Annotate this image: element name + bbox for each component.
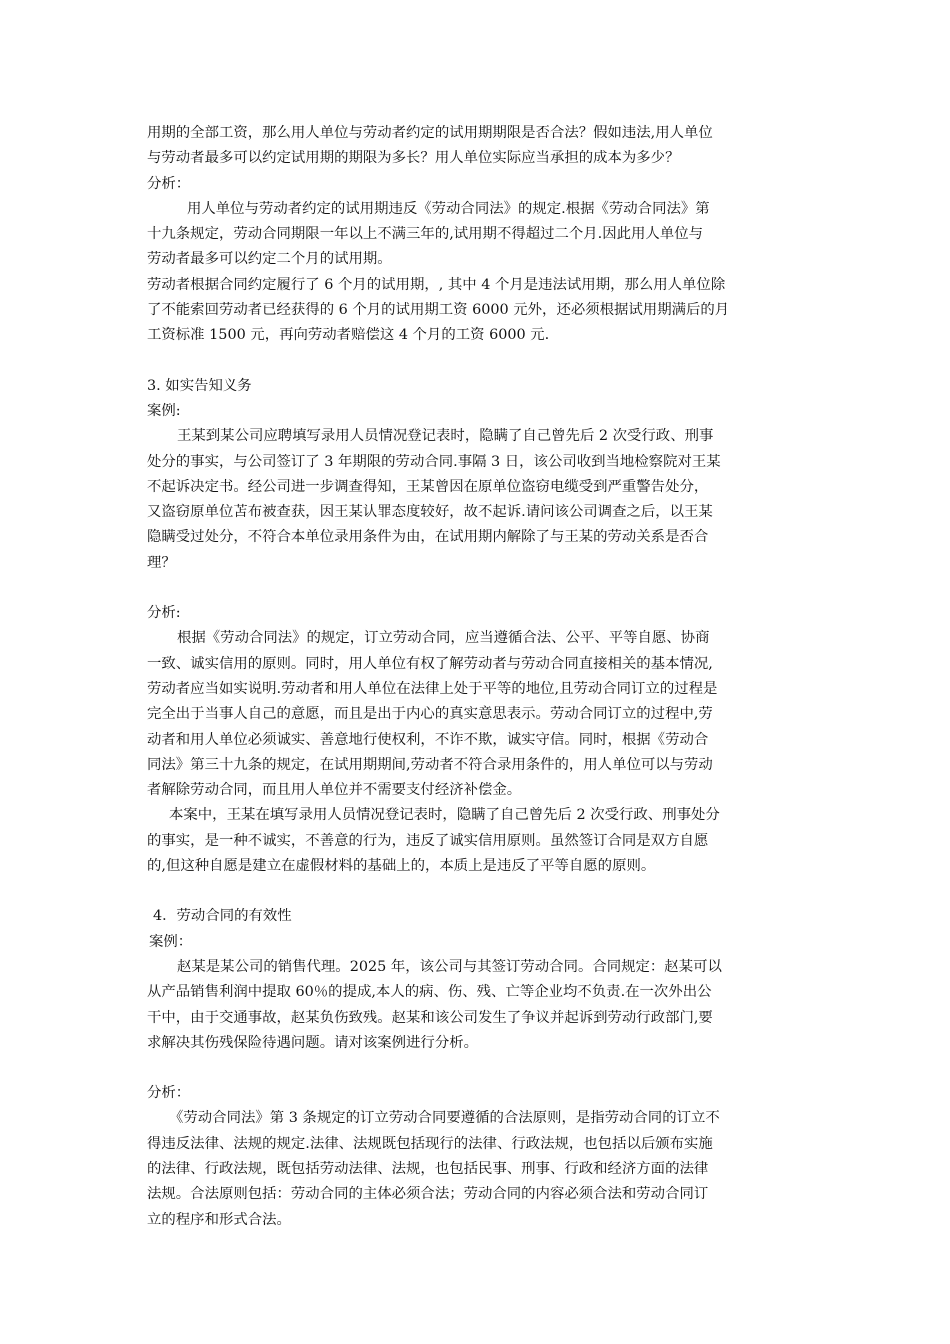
text-line: 王某到某公司应聘填写录用人员情况登记表时，隐瞒了自己曾先后 2 次受行政、刑事: [177, 428, 714, 445]
text-line: 《劳动合同法》第 3 条规定的订立劳动合同要遵循的合法原则，是指劳动合同的订立不: [169, 1110, 720, 1127]
case-heading: 案例：: [149, 933, 193, 950]
text-line: 理？: [147, 554, 176, 571]
text-line: 法规。合法原则包括：劳动合同的主体必须合法；劳动合同的内容必须合法和劳动合同订: [147, 1186, 709, 1203]
case-heading: 案例:: [147, 402, 181, 419]
text-line: 劳动者根据合同约定履行了 6 个月的试用期，, 其中 4 个月是违法试用期，那么用人单位除: [147, 276, 726, 293]
text-line: 了不能索回劳动者已经获得的 6 个月的试用期工资 6000 元外，还必须根据试用期满后的月: [147, 302, 730, 319]
text-line: 处分的事实，与公司签订了 3 年期限的劳动合同.事隔 3 日，该公司收到当地检察院对王某: [147, 453, 721, 470]
text-line: 工资标准 1500 元，再向劳动者赔偿这 4 个月的工资 6000 元.: [147, 327, 550, 344]
text-line: 的,但这种自愿是建立在虚假材料的基础上的，本质上是违反了平等自愿的原则。: [147, 858, 656, 875]
text-line: 者解除劳动合同，而且用人单位并不需要支付经济补偿金。: [147, 782, 522, 799]
text-line: 从产品销售利润中提取 60％的提成,本人的病、伤、残、亡等企业均不负责.在一次外出公: [147, 984, 712, 1001]
text-line: 同法》第三十九条的规定，在试用期期间,劳动者不符合录用条件的，用人单位可以与劳动: [147, 756, 713, 773]
text-line: 赵某是某公司的销售代理。2025 年，该公司与其签订劳动合同。合同规定：赵某可以: [177, 958, 722, 975]
text-line: 劳动者应当如实说明.劳动者和用人单位在法律上处于平等的地位,且劳动合同订立的过程是: [147, 680, 718, 697]
text-line: 一致、诚实信用的原则。同时，用人单位有权了解劳动者与劳动合同直接相关的基本情况,: [147, 655, 713, 672]
text-line: 动者和用人单位必须诚实、善意地行使权利，不诈不欺，诚实守信。同时，根据《劳动合: [147, 731, 709, 748]
analysis-heading: 分析:: [147, 605, 181, 622]
text-line: 不起诉决定书。经公司进一步调查得知，王某曾因在原单位盗窃电缆受到严重警告处分，: [147, 478, 709, 495]
text-line: 十九条规定，劳动合同期限一年以上不满三年的,试用期不得超过二个月.因此用人单位与: [147, 226, 703, 243]
text-line: 隐瞒受过处分，不符合本单位录用条件为由，在试用期内解除了与王某的劳动关系是否合: [147, 529, 709, 546]
text-line: 求解决其伤残保险待遇问题。请对该案例进行分析。: [147, 1034, 478, 1051]
text-line: 与劳动者最多可以约定试用期的期限为多长？用人单位实际应当承担的成本为多少？: [147, 150, 680, 167]
analysis-heading: 分析：: [147, 1085, 191, 1102]
section-title: 3. 如实告知义务: [147, 377, 252, 394]
text-line: 劳动者最多可以约定二个月的试用期。: [147, 251, 392, 268]
text-line: 干中，由于交通事故，赵某负伤致残。赵某和该公司发生了争议并起诉到劳动行政部门,要: [147, 1009, 713, 1026]
text-line: 用期的全部工资，那么用人单位与劳动者约定的试用期期限是否合法？假如违法,用人单位: [147, 125, 713, 141]
text-line: 又盗窃原单位苫布被查获，因王某认罪态度较好，故不起诉.请问该公司调查之后，以王某: [147, 504, 713, 521]
text-line: 的法律、行政法规，既包括劳动法律、法规，也包括民事、刑事、行政和经济方面的法律: [147, 1160, 709, 1177]
text-line: 完全出于当事人自己的意愿，而且是出于内心的真实意思表示。劳动合同订立的过程中,劳: [147, 706, 713, 723]
analysis-heading: 分析：: [147, 175, 191, 192]
text-line: 得违反法律、法规的规定.法律、法规既包括现行的法律、行政法规，也包括以后颁布实施: [147, 1135, 713, 1152]
text-line: 本案中，王某在填写录用人员情况登记表时，隐瞒了自己曾先后 2 次受行政、刑事处分: [169, 807, 720, 824]
text-line: 根据《劳动合同法》的规定，订立劳动合同，应当遵循合法、公平、平等自愿、协商: [177, 630, 710, 647]
text-line: 立的程序和形式合法。: [147, 1211, 291, 1228]
text-line: 的事实，是一种不诚实，不善意的行为，违反了诚实信用原则。虽然签订合同是双方自愿: [147, 832, 709, 849]
section-title: 4．劳动合同的有效性: [153, 908, 292, 925]
text-line: 用人单位与劳动者约定的试用期违反《劳动合同法》的规定.根据《劳动合同法》第: [187, 200, 710, 217]
